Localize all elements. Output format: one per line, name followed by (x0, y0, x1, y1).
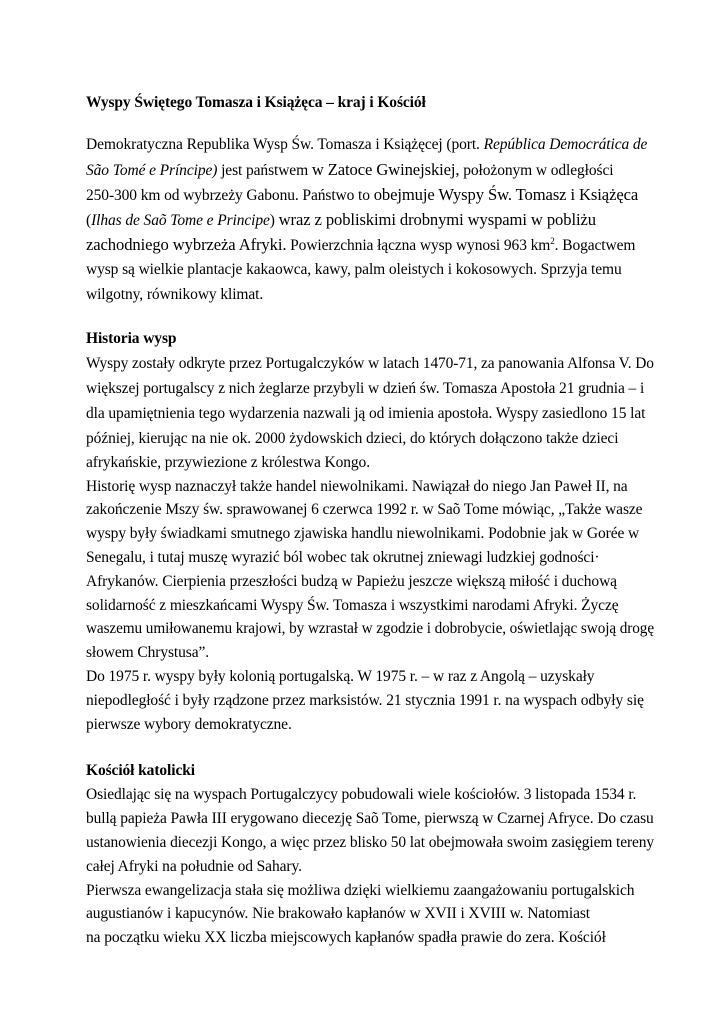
history-line: zakończenie Mszy św. sprawowanej 6 czerwca 1992 r. w Saõ Tome mówiąc, „Także wasze (86, 501, 643, 518)
history-line: dla upamiętnienia tego wydarzenia nazwali ją od imienia apostoła. Wyspy zasiedlono 15 lat (86, 405, 646, 422)
intro-line-1: Demokratyczna Republika Wysp Św. Tomasza i Książęcej (port. República Democrática de (86, 136, 648, 153)
church-line: Osiedlając się na wyspach Portugalczycy pobudowali wiele kościołów. 3 listopada 1534 r. (86, 786, 637, 803)
intro-line-6: wysp są wielkie plantacje kakaowca, kawy, palm oleistych i kokosowych. Sprzyja temu (86, 261, 622, 278)
intro-line-2: São Tomé e Príncipe) jest państwem w Zatoce Gwinejskiej, położonym w odległości (86, 160, 614, 179)
church-line: bullą papieża Pawła III erygowano diecezję Saõ Tome, pierwszą w Czarnej Afryce. Do czasu (86, 810, 654, 827)
history-line: większej portugalscy z nich żeglarze przybyli w dzień św. Tomasza Apostoła 21 grudnia – i (86, 380, 645, 397)
church-line: ustanowienia diecezji Kongo, a więc przez blisko 50 lat obejmowała swoim zasięgiem tereny (86, 834, 655, 851)
history-line: pierwsze wybory demokratyczne. (86, 716, 292, 733)
history-line: Afrykanów. Cierpienia przeszłości budzą w Papieżu jeszcze większą miłość i duchową (86, 573, 617, 590)
church-line: augustianów i kapucynów. Nie brakowało kapłanów w XVII i XVIII w. Natomiast (86, 905, 591, 922)
intro-line-7: wilgotny, równikowy klimat. (86, 286, 264, 303)
history-line: Wyspy zostały odkryte przez Portugalczyków w latach 1470-71, za panowania Alfonsa V. Do (86, 355, 654, 372)
history-line: później, kierując na nie ok. 2000 żydowskich dzieci, do których dołączono także dzieci (86, 430, 619, 447)
document-title: Wyspy Świętego Tomasza i Książęca – kraj i Kościół (86, 94, 426, 111)
history-line: waszemu umiłowanemu krajowi, by wzrastał w zgodzie i dobrobycie, oświetlając swoją drogę (86, 620, 655, 637)
intro-line-5: zachodniego wybrzeża Afryki. Powierzchnia łączna wysp wynosi 963 $km^2$. Bogactwem (86, 235, 636, 254)
church-line: Pierwsza ewangelizacja stała się możliwa dzięki wielkiemu zaangażowaniu portugalskich (86, 882, 635, 899)
history-line: niepodległość i były rządzone przez marksistów. 21 stycznia 1991 r. na wyspach odbyły się (86, 692, 644, 709)
history-line: Do 1975 r. wyspy były kolonią portugalską. W 1975 r. – w raz z Angolą – uzyskały (86, 668, 595, 685)
history-line: wyspy były świadkami smutnego zjawiska handlu niewolnikami. Podobnie jak w Gorée w (86, 525, 640, 542)
church-heading: Kościół katolicki (86, 762, 195, 779)
intro-line-3: 250-300 km od wybrzeży Gabonu. Państwo to obejmuje Wyspy Św. Tomasz i Książęca (86, 185, 639, 204)
history-line: afrykańskie, przywiezione z królestwa Kongo. (86, 454, 370, 471)
history-line: Historię wysp naznaczył także handel niewolnikami. Nawiązał do niego Jan Paweł II, na (86, 478, 628, 495)
history-heading: Historia wysp (86, 330, 177, 347)
history-line: słowem Chrystusa”. (86, 644, 210, 661)
history-line: solidarność z mieszkańcami Wyspy Św. Tomasza i wszystkimi narodami Afryki. Życzę (86, 597, 619, 614)
church-line: całej Afryki na południe od Sahary. (86, 858, 302, 875)
history-line: Senegalu, i tutaj muszę wyrazić ból wobec tak okrutnej zniewagi ludzkiej godności· (86, 549, 600, 566)
intro-line-4: (Ilhas de Saõ Tome e Principe) wraz z pobliskimi drobnymi wyspami w pobliżu (86, 210, 596, 229)
church-line: na początku wieku XX liczba miejscowych kapłanów spadła prawie do zera. Kościół (86, 929, 606, 946)
